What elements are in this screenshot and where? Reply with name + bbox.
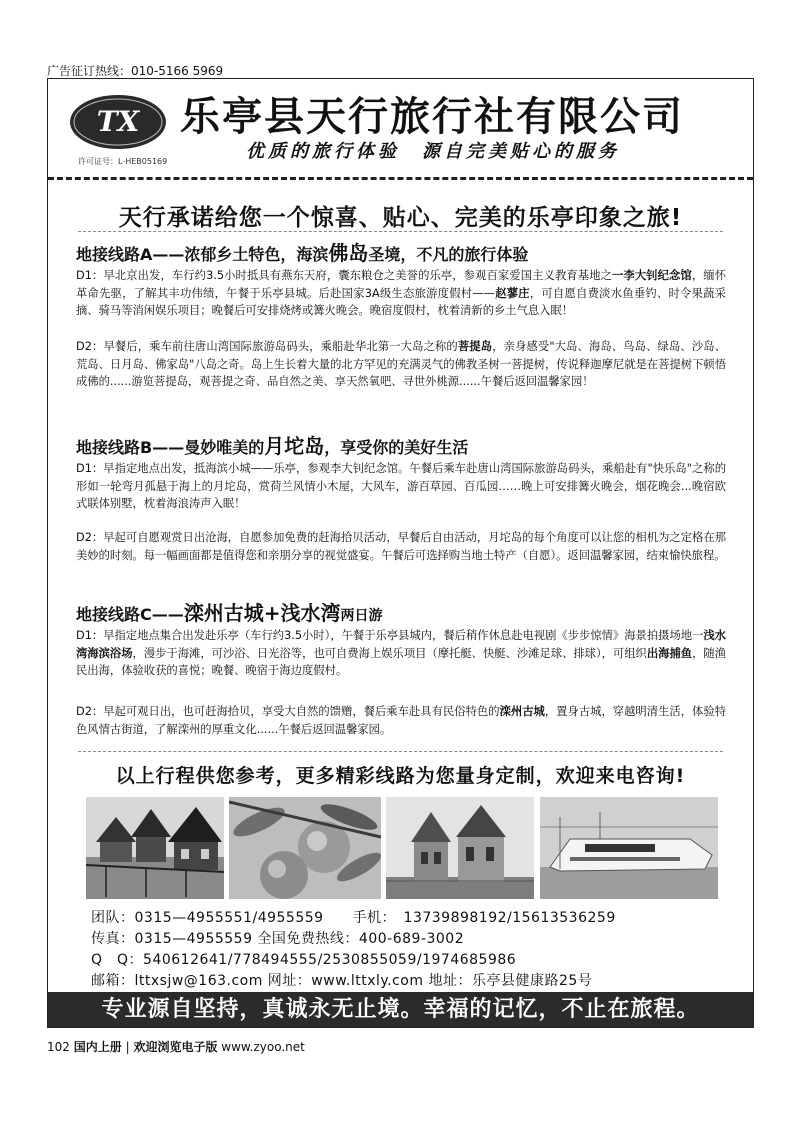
text: D2：早起可观日出，也可赶海拾贝，享受大自然的馈赠，餐后乘车赴具有民俗特色的 [76,705,500,718]
route-c-day2 [76,703,726,738]
bold-text: 赵蓼庄 [494,286,530,300]
route-a-day2 [76,338,726,391]
route-b-title-highlight: 月坨岛 [264,434,325,458]
route-a-title-part1: 地接线路A——浓郁乡土特色，海滨 [76,245,329,264]
photo-wooden-cabins [86,797,224,899]
photo-peaches [229,797,381,899]
divider [78,231,723,232]
route-a-day1 [76,267,726,320]
route-b-title-part2: ，享受你的美好生活 [324,438,469,457]
route-c-title-highlight: 滦州古城+浅水湾 [183,601,341,625]
promise-heading: 天行承诺给您一个惊喜、贴心、完美的乐亭印象之旅! [118,205,683,231]
company-slogan: 优质的旅行体验 源自完美贴心的服务 [246,141,620,162]
contact-team-mobile: 团队：0315—4955551/4955559 手机： 13739898192/15613536259 [91,910,616,926]
company-logo-icon [68,93,168,151]
company-name: 乐亭县天行旅行社有限公司 [180,94,684,140]
license-number: 许可证号：L-HEB05169 [78,157,168,166]
text: ，可自愿自费淡水鱼垂钓、时令果蔬采摘、骑马等消闲娱乐项目；晚餐后可安排烧烤或篝火晚会。晚宿度假村，枕着清新的乡土气息入眠！ [76,286,726,318]
ad-frame [47,78,754,1028]
text: ，随渔民出海，体验收获的喜悦；晚餐、晚宿于海边度假村。 [76,646,726,678]
text: ，漫步于海滩，可沙浴、日光浴等，也可自费海上娱乐项目（摩托艇、快艇、沙滩足球、排球），可组织 [132,646,647,660]
page-number: 102 [47,1040,70,1054]
route-c-day1 [76,627,726,680]
route-a-title-highlight: 佛岛 [328,241,369,265]
bold-text: 出海捕鱼 [646,646,693,660]
route-a-title [76,237,528,266]
text: D2：早餐后，乘车前往唐山湾国际旅游岛码头，乘船赴华北第一大岛之称的 [76,340,458,353]
text: ，置身古城，穿越明清生活，体验特色风情古街道，了解滦州的厚重文化......午餐后返回温馨家园。 [76,705,726,736]
route-c-title-part2: 两日游 [340,608,383,624]
slogan-banner: 专业源自坚持，真诚永无止境。幸福的记忆，不止在旅程。 [48,992,753,1028]
closing-heading: 以上行程供您参考，更多精彩线路为您量身定制，欢迎来电咨询! [115,765,686,787]
bold-text: 滦州古城 [499,705,545,718]
contact-qq: Q Q：540612641/778494555/2530855059/1974685986 [91,952,517,968]
route-b-title [76,430,468,459]
bold-text: 浅水湾海滨浴场 [76,629,726,660]
route-b-title-part1: 地接线路B——曼妙唯美的 [76,438,265,457]
text: D1：早北京出发，车行约3.5小时抵具有燕东天府，囊东粮仓之美誉的乐亭，参观百家爱国主义教育基地之 [76,269,613,282]
text: ，亲身感受"大岛、海岛、鸟岛、绿岛、沙岛、荒岛、日月岛、佛家岛"八岛之奇。岛上生长着大量的北方罕见的充满灵气的佛教圣树一菩提树，传说释迦摩尼就是在菩提树下顿悟成佛的......游览菩提岛，观菩提之奇、品自然之美、享天然氧吧、寻世外桃源......午餐后返回温馨家园！ [76,340,726,389]
text: D1：早指定地点集合出发赴乐亭（车行约3.5小时），午餐于乐亭县城内，餐后稍作休息赴电视剧《步步惊情》海景拍摄场地一 [76,629,704,642]
header-divider [48,177,753,180]
text: ，缅怀革命先驱，了解其丰功伟绩，午餐于乐亭县城。后赴国家3A级生态旅游度假村—— [76,269,726,300]
footer-section: 国内上册 [73,1040,122,1054]
ad-hotline: 广告征订热线：010-5166 5969 [47,64,224,78]
footer-note: 欢迎浏览电子版 [133,1040,218,1054]
route-c-title [76,597,383,626]
route-b-day1: D1：早指定地点出发，抵海滨小城——乐亭，参观李大钊纪念馆。午餐后乘车赴唐山湾国际旅游岛码头，乘船赴有"快乐岛"之称的形如一轮弯月孤悬于海上的月坨岛，赏荷兰风情小木屋，大风车，游百草园、百瓜园……晚上可安排篝火晚会，烟花晚会...晚宿欧式联体别墅，枕着海浪涛声入眠！ [76,462,726,511]
footer-separator: | [125,1040,130,1054]
route-a-title-part2: 圣境，不凡的旅行体验 [368,245,529,264]
page-footer [47,1038,305,1055]
footer-site-link[interactable]: www.zyoo.net [221,1040,305,1054]
logo-text: TX [96,105,140,138]
route-c-title-part1: 地接线路C—— [76,605,184,624]
photo-yacht [540,797,718,899]
contact-fax-hotline: 传真：0315—4955559 全国免费热线：400-689-3002 [91,931,465,947]
divider [78,751,723,752]
route-b-day2: D2：早起可自愿观赏日出沧海，自愿参加免费的赶海拾贝活动，早餐后自由活动，月坨岛的每个角度可以让您的相机为之定格在那美妙的时刻。每一幅画面都是值得您和亲朋分享的视觉盛宴。午餐后可选择购当地土特产（自愿）。返回温馨家园，结束愉快旅程。 [76,531,726,562]
contact-email-web-address: 邮箱：lttxsjw@163.com 网址：www.lttxly.com 地址：乐亭县健康路25号 [91,973,593,989]
bold-text: 菩提岛 [457,340,493,353]
photo-european-building [386,797,534,899]
bold-text: 一李大钊纪念馆 [612,269,692,282]
